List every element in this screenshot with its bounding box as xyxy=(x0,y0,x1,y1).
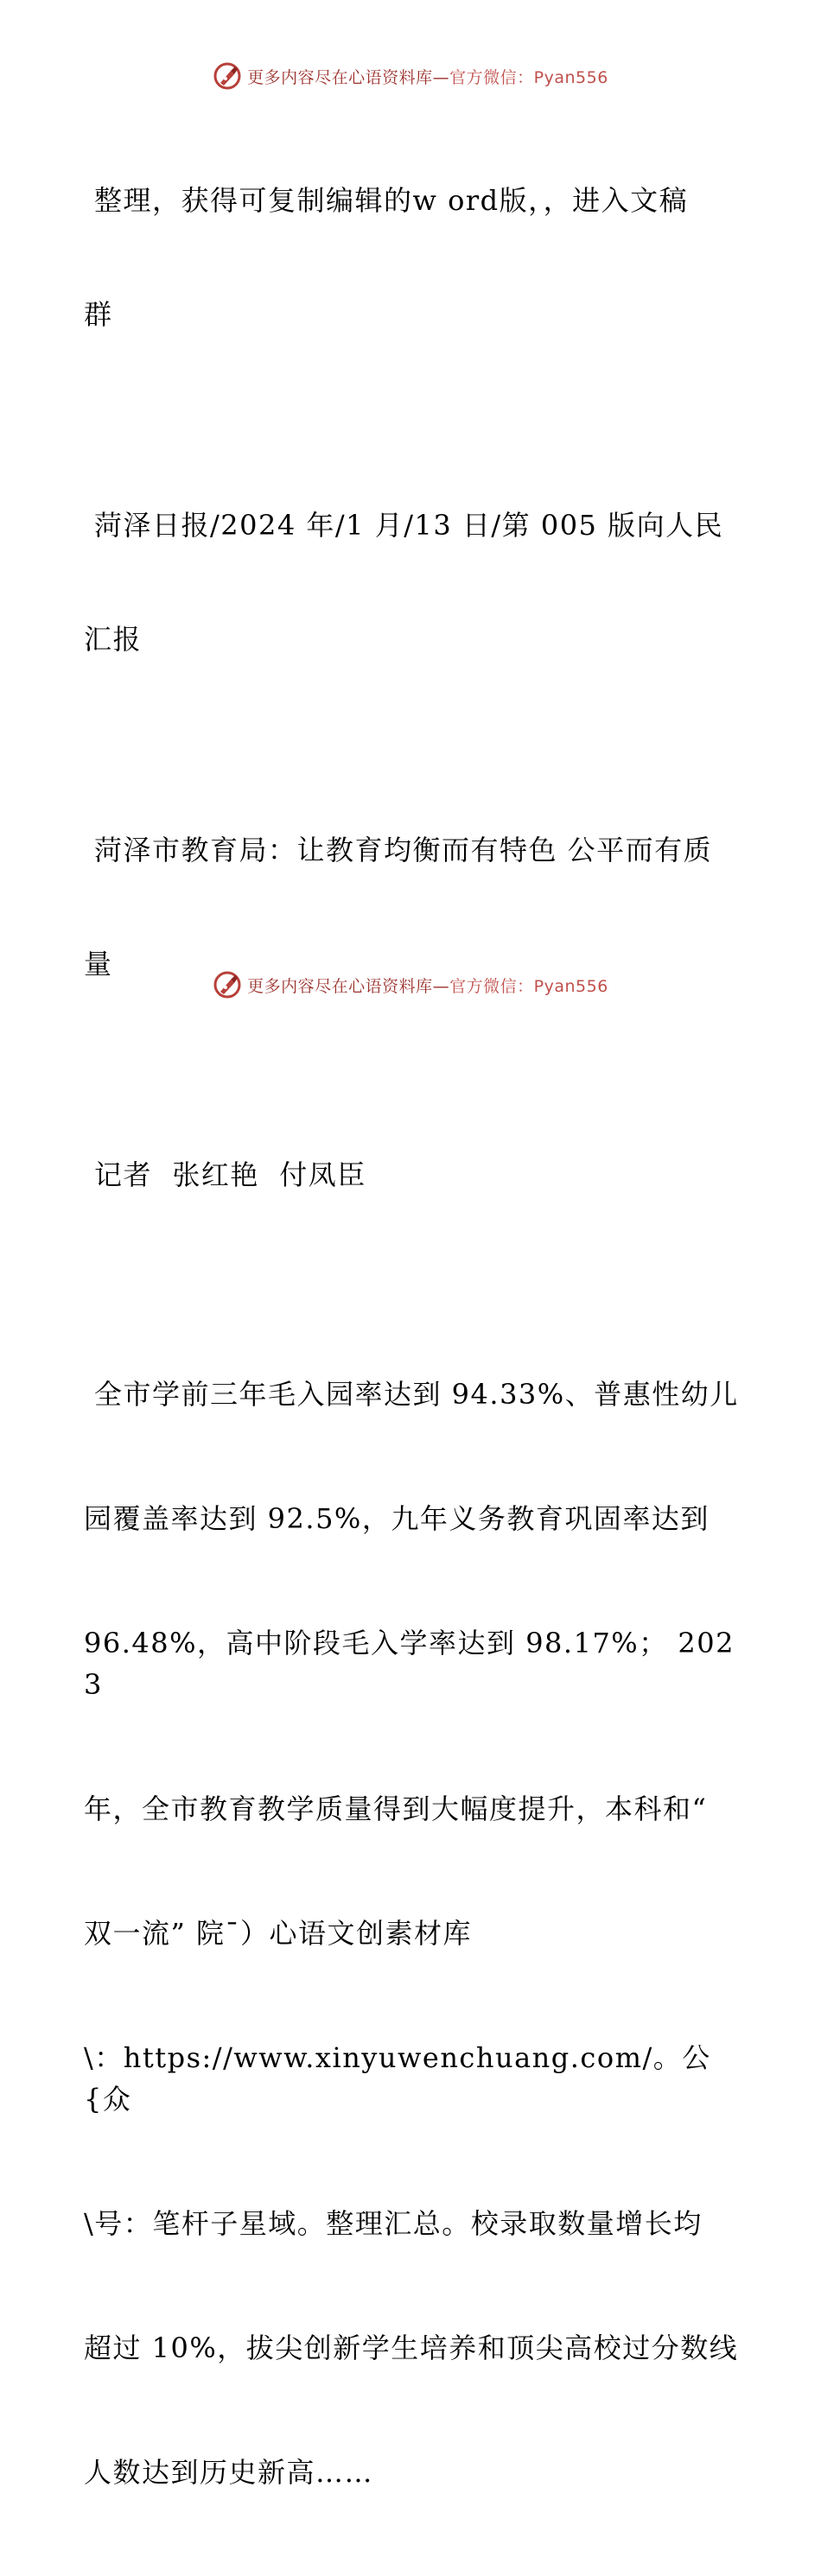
text-line: \号：笔杆子星域。整理汇总。校录取数量增长均 xyxy=(84,2207,703,2240)
text-line: 菏泽市教育局：让教育均衡而有特色 公平而有质 xyxy=(94,834,713,866)
text-line: 整理，获得可复制编辑的w ord版，，进入文稿 xyxy=(94,184,689,217)
pen-logo-icon xyxy=(213,61,242,91)
watermark-wechat: 官方微信：Pyan556 xyxy=(449,67,608,87)
document-body xyxy=(84,105,741,2576)
watermark-title: 更多内容尽在心语资料库 xyxy=(247,67,433,87)
text-line: \：https://www.xinyuwenchuang.com/。公{众 xyxy=(84,2041,711,2116)
watermark-title: 更多内容尽在心语资料库 xyxy=(247,976,433,996)
text-line: 96.48%，高中阶段毛入学率达到 98.17%； 2023 xyxy=(84,1627,735,1701)
text-line: 超过 10%，拔尖创新学生培养和顶尖高校过分数线 xyxy=(84,2332,739,2364)
text-line: 群 xyxy=(84,298,113,331)
article-headline xyxy=(84,755,741,1059)
text-line: 园覆盖率达到 92.5%，九年义务教育巩固率达到 xyxy=(84,1502,710,1535)
text-line: 年，全市教育教学质量得到大幅度提升，本科和“ xyxy=(84,1792,708,1825)
watermark-separator: — xyxy=(432,976,450,996)
text-line: 记者 张红艳 付凤臣 xyxy=(94,1158,366,1191)
pen-logo-icon xyxy=(213,970,242,999)
header-watermark xyxy=(0,59,821,93)
watermark-text xyxy=(247,65,608,88)
paragraph-source xyxy=(84,430,741,734)
text-line: 菏泽日报/2024 年/1 月/13 日/第 005 版向人民 xyxy=(94,509,724,542)
watermark-text xyxy=(247,974,608,997)
article-body-paragraph xyxy=(84,1291,741,2576)
text-line: 双一流” 院¯）心语文创素材库 xyxy=(84,1917,473,1950)
watermark-separator: — xyxy=(432,67,450,87)
article-byline xyxy=(84,1080,741,1270)
text-line: 全市学前三年毛入园率达到 94.33%、普惠性幼儿 xyxy=(94,1378,739,1411)
text-line: 人数达到历史新高…… xyxy=(84,2456,374,2489)
text-line: 量 xyxy=(84,948,113,980)
text-line: 汇报 xyxy=(84,623,143,656)
watermark-wechat: 官方微信：Pyan556 xyxy=(449,976,608,996)
footer-watermark xyxy=(0,968,821,1002)
paragraph-intro xyxy=(84,105,741,409)
